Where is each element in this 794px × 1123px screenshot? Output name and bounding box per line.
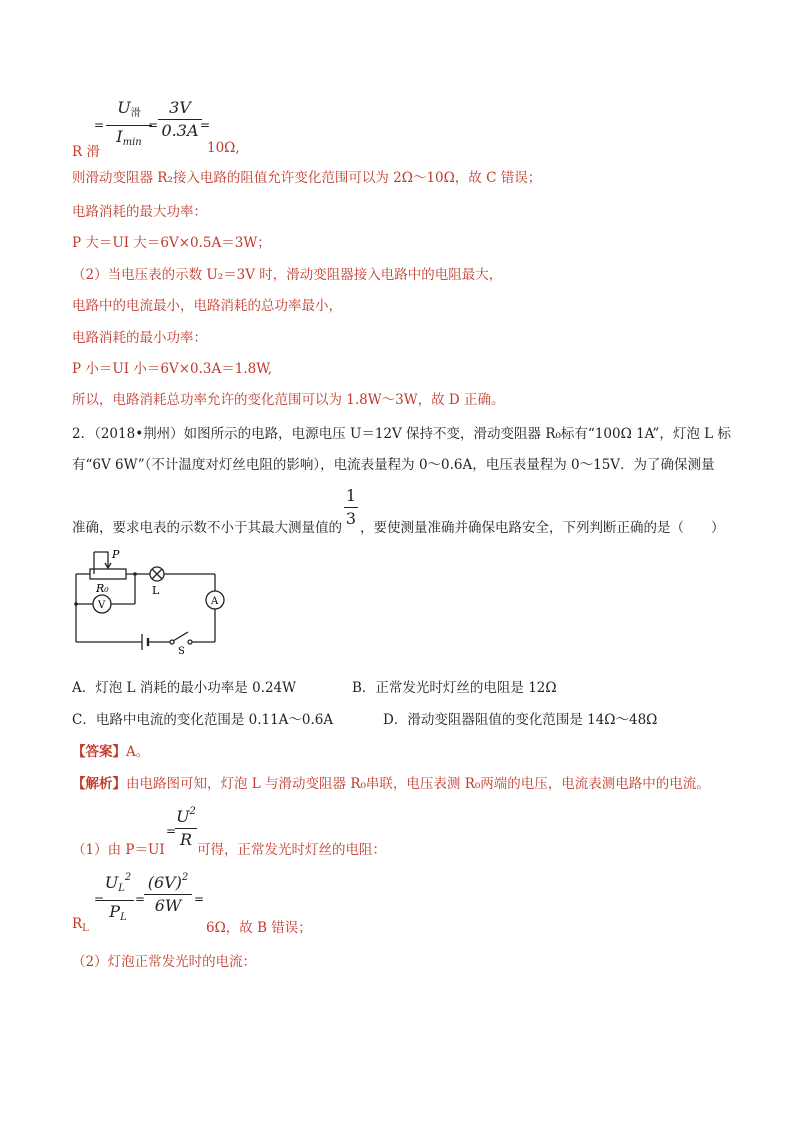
label-a: A: [211, 596, 219, 607]
text-line-7: P 小＝UI 小＝6V×0.3A＝1.8W,: [72, 361, 273, 377]
option-d: D．滑动变阻器阻值的变化范围是 14Ω～48Ω: [383, 712, 658, 728]
step1-text-b: 可得，正常发光时灯丝的电阻：: [197, 842, 386, 858]
analysis-line: [72, 772, 710, 792]
text-line-4: （2）当电压表的示数 U₂＝3V 时，滑动变阻器接入电路中的电阻最大，: [72, 267, 503, 283]
fraction-one-third: 1 3: [345, 486, 357, 528]
r-slide-label: R 滑: [72, 144, 100, 160]
circuit-diagram: [70, 544, 240, 656]
text-line-8: 所以，电路消耗总功率允许的变化范围可以为 1.8W～3W，故 D 正确。: [72, 392, 505, 408]
option-a: A．灯泡 L 消耗的最小功率是 0.24W: [72, 680, 297, 696]
formula2-result: 6Ω，故 B 错误；: [206, 920, 312, 936]
analysis-tag: 【解析】: [72, 776, 126, 792]
text-line-3: P 大＝UI 大＝6V×0.5A＝3W；: [72, 235, 271, 251]
question-line-3b: ，要使测量准确并确保电路安全，下列判断正确的是（ ）: [360, 520, 725, 536]
fraction-ul2-over-pl: $U_L^2$ $P_L$: [102, 868, 134, 928]
text-line-6: 电路消耗的最小功率：: [72, 330, 207, 346]
text-line-2: 电路消耗的最大功率：: [72, 204, 207, 220]
label-p: P: [112, 548, 120, 561]
label-r0: R₀: [96, 582, 109, 595]
fraction-u-over-imin: $U_滑$ $I_{min}$: [106, 98, 152, 153]
fraction-6v2-over-6w: $(6V)^2$ 6W: [144, 868, 192, 916]
step2-text: （2）灯泡正常发光时的电流：: [72, 954, 257, 970]
label-s: S: [178, 646, 185, 656]
question-line-1: 2．（2018•荆州）如图所示的电路，电源电压 U＝12V 保持不变，滑动变阻器 R₀标有“100Ω 1A”，灯泡 L 标: [72, 426, 731, 442]
answer-value: A。: [126, 744, 150, 760]
formula1-result: 10Ω,: [207, 140, 240, 156]
text-line-1: 则滑动变阻器 R₂接入电路的阻值允许变化范围可以为 2Ω～10Ω，故 C 错误；: [72, 170, 542, 186]
analysis-text: 由电路图可知，灯泡 L 与滑动变阻器 R₀串联，电压表测 R₀两端的电压，电流表测电路中的电流。: [126, 776, 710, 792]
option-c: C．电路中电流的变化范围是 0.11A～0.6A: [72, 712, 334, 728]
label-l: L: [152, 584, 160, 597]
fraction-3v-over-03a: 3V 0.3A: [158, 98, 202, 141]
junction-left: [74, 602, 78, 606]
option-b: B．正常发光时灯丝的电阻是 12Ω: [352, 680, 557, 696]
switch-contact-2: [188, 640, 192, 644]
answer-line: [72, 740, 149, 760]
rheostat-body: [90, 569, 126, 579]
label-v: V: [98, 600, 106, 611]
question-line-3a: 准确，要求电表的示数不小于其最大测量值的: [72, 520, 342, 536]
text-line-5: 电路中的电流最小，电路消耗的总功率最小，: [72, 298, 342, 314]
rl-label: $R_L$: [72, 916, 89, 934]
switch-lever: [173, 632, 188, 641]
step1-text-a: （1）由 P＝UI: [72, 842, 165, 858]
junction-top: [133, 572, 137, 576]
fraction-u2-over-r: $U^2$ R: [176, 806, 196, 849]
question-line-2: 有“6V 6W”（不计温度对灯丝电阻的影响），电流表量程为 0～0.6A，电压表量程为 0～15V．为了确保测量: [72, 457, 715, 473]
answer-tag: 【答案】: [72, 744, 126, 760]
